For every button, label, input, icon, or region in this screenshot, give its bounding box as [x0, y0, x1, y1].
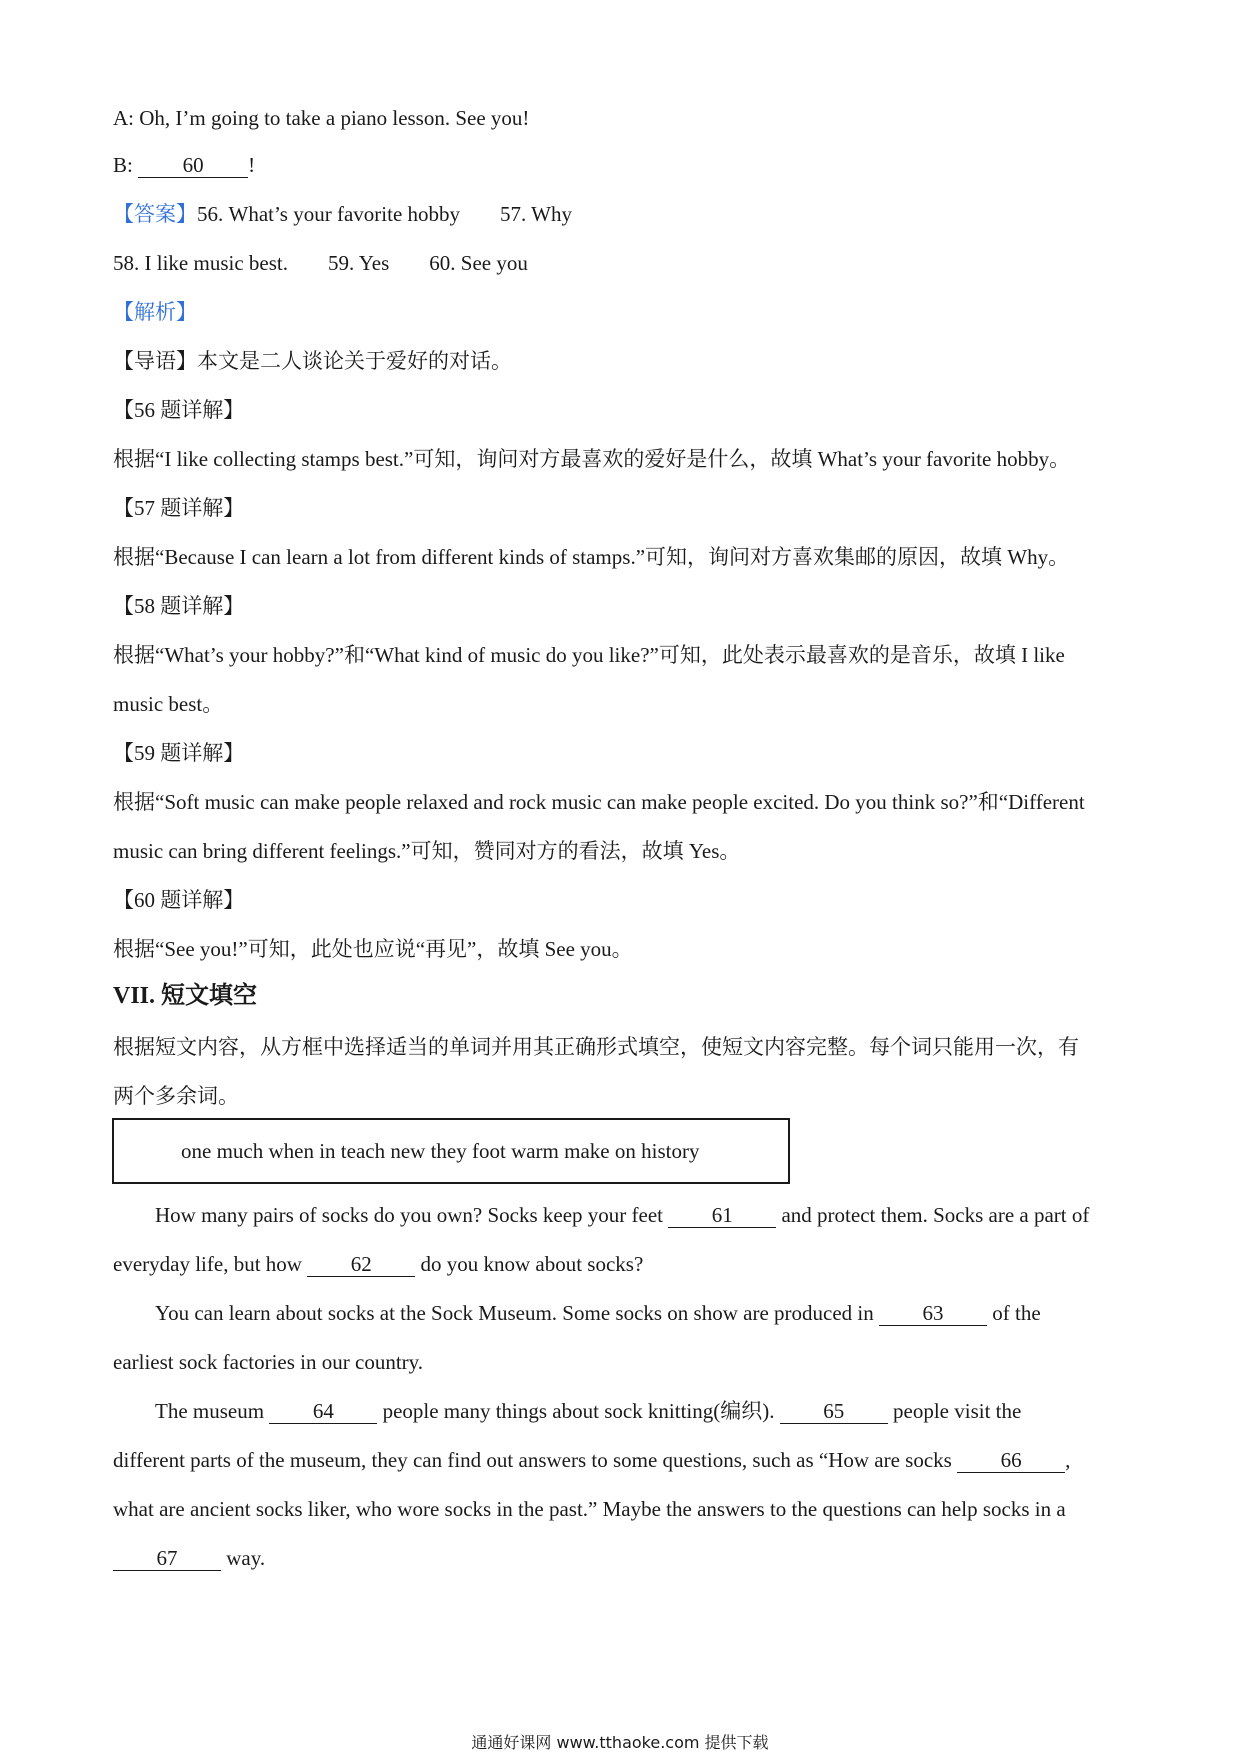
- passage-p1-line-1: [155, 1201, 1089, 1229]
- blank-60: 60: [138, 153, 248, 178]
- q57-title: 【57 题详解】: [113, 496, 245, 520]
- answer-label: 【答案】: [113, 202, 197, 226]
- speaker-b: B:: [113, 153, 139, 177]
- passage-text: do you know about socks?: [415, 1252, 644, 1276]
- passage-p2-line-2: earliest sock factories in our country.: [113, 1350, 424, 1374]
- q59-text-1: 根据“Soft music can make people relaxed and rock music can make people excited. Do you think so?”和“Different: [113, 790, 1085, 814]
- passage-text: and protect them. Socks are a part of: [776, 1203, 1090, 1227]
- passage-text: You can learn about socks at the Sock Museum. Some socks on show are produced in: [155, 1301, 879, 1325]
- blank-63: 63: [879, 1301, 987, 1326]
- blank-61: 61: [668, 1203, 776, 1228]
- section-instruction-2: 两个多余词。: [113, 1084, 239, 1108]
- answer-line-2: [113, 249, 528, 277]
- passage-p2-line-1: [155, 1299, 1041, 1327]
- answer-line-1: [113, 200, 572, 228]
- section-heading: VII. 短文填空: [113, 983, 258, 1009]
- q58-text-1: 根据“What’s your hobby?”和“What kind of music do you like?”可知，此处表示最喜欢的是音乐，故填 I like: [113, 643, 1065, 667]
- q56-text: 根据“I like collecting stamps best.”可知，询问对方最喜欢的爱好是什么，故填 What’s your favorite hobby。: [113, 447, 1071, 471]
- q60-title: 【60 题详解】: [113, 888, 245, 912]
- page-footer: 通通好课网 www.tthaoke.com 提供下载: [471, 1733, 769, 1752]
- word-box: [112, 1118, 790, 1184]
- line-b-end: !: [248, 153, 256, 177]
- passage-text: everyday life, but how: [113, 1252, 308, 1276]
- answer-58: 58. I like music best.: [113, 251, 288, 275]
- passage-text: different parts of the museum, they can find out answers to some questions, such as “How are socks: [113, 1448, 958, 1472]
- q59-text-2: music can bring different feelings.”可知，赞同对方的看法，故填 Yes。: [113, 839, 741, 863]
- blank-65: 65: [780, 1399, 888, 1424]
- passage-p3-line-2: [113, 1446, 1070, 1474]
- passage-text: people many things about sock knitting(编织).: [377, 1399, 780, 1423]
- passage-p1-line-2: [113, 1250, 643, 1278]
- passage-text: people visit the: [887, 1399, 1022, 1423]
- blank-64: 64: [269, 1399, 377, 1424]
- passage-text: of the: [987, 1301, 1041, 1325]
- q57-text: 根据“Because I can learn a lot from different kinds of stamps.”可知，询问对方喜欢集邮的原因，故填 Why。: [113, 545, 1070, 569]
- dialogue-line-a: A: Oh, I’m going to take a piano lesson. See you!: [113, 106, 530, 130]
- q60-text: 根据“See you!”可知，此处也应说“再见”，故填 See you。: [113, 937, 633, 961]
- q59-title: 【59 题详解】: [113, 741, 245, 765]
- q58-title: 【58 题详解】: [113, 594, 245, 618]
- q58-text-2: music best。: [113, 692, 224, 716]
- word-box-text: one much when in teach new they foot warm make on history: [181, 1138, 700, 1163]
- answer-57: 57. Why: [500, 202, 572, 226]
- passage-text: way.: [221, 1546, 266, 1570]
- analysis-label: 【解析】: [113, 300, 197, 324]
- passage-p3-line-1: [155, 1397, 1021, 1425]
- blank-66: 66: [957, 1448, 1065, 1473]
- section-instruction-1: 根据短文内容，从方框中选择适当的单词并用其正确形式填空，使短文内容完整。每个词只能用一次，有: [113, 1035, 1079, 1059]
- passage-text: The museum: [155, 1399, 270, 1423]
- analysis-intro: 【导语】本文是二人谈论关于爱好的对话。: [113, 349, 512, 373]
- answer-59: 59. Yes: [327, 251, 390, 275]
- passage-text: ,: [1065, 1448, 1071, 1472]
- answer-60: 60. See you: [429, 251, 528, 275]
- passage-p3-line-3: what are ancient socks liker, who wore socks in the past.” Maybe the answers to the questions can help socks in a: [113, 1497, 1066, 1521]
- passage-p3-line-4: [113, 1544, 265, 1572]
- answer-56: 56. What’s your favorite hobby: [197, 202, 461, 226]
- blank-62: 62: [307, 1252, 415, 1277]
- dialogue-line-b: [113, 151, 255, 179]
- q56-title: 【56 题详解】: [113, 398, 245, 422]
- passage-text: How many pairs of socks do you own? Socks keep your feet: [155, 1203, 669, 1227]
- blank-67: 67: [113, 1546, 221, 1571]
